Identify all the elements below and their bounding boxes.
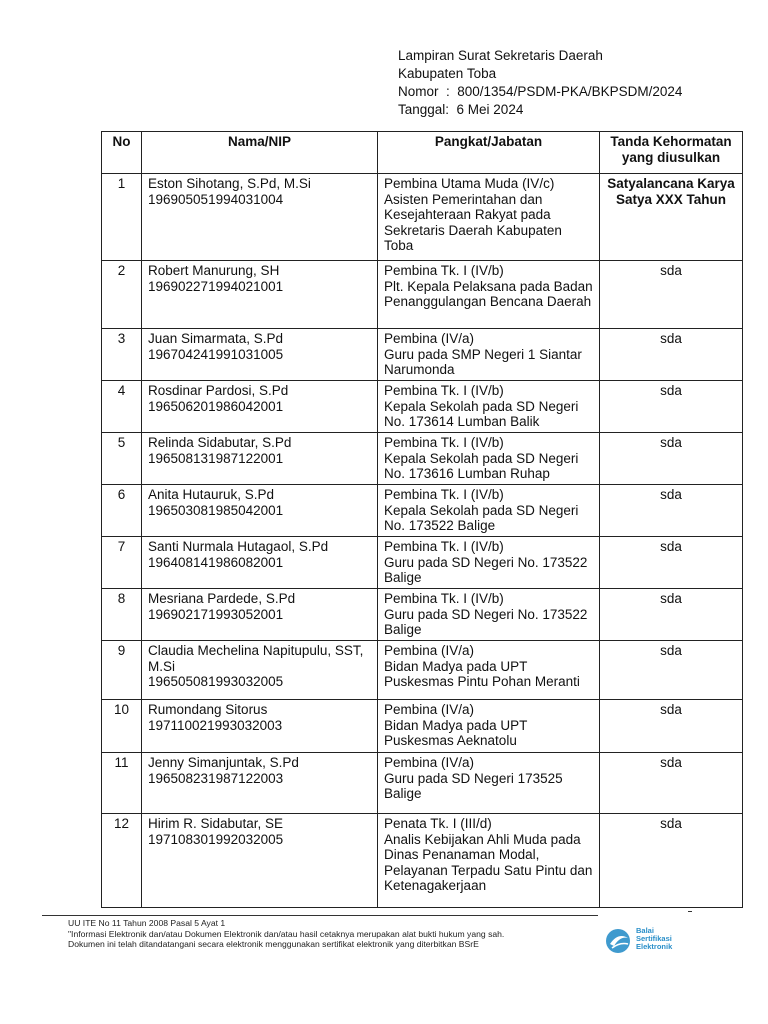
bsre-logo-line: Balai	[636, 926, 654, 935]
cell-tanda-kehormatan: Satyalancana Karya Satya XXX Tahun	[600, 174, 743, 261]
position: Plt. Kepala Pelaksana pada Badan Penanggulangan Bencana Daerah	[384, 278, 593, 310]
cell-no: 7	[102, 537, 142, 589]
cell-tanda-kehormatan: sda	[600, 485, 743, 537]
position: Bidan Madya pada UPT Puskesmas Aeknatolu	[384, 717, 528, 749]
footer-tick	[688, 911, 692, 912]
position: Kepala Sekolah pada SD Negeri No. 173614 Lumban Balik	[384, 398, 579, 430]
table-row	[102, 381, 743, 433]
table-row	[102, 433, 743, 485]
employee-name: Santi Nurmala Hutagaol, S.Pd	[148, 539, 329, 554]
position: Analis Kebijakan Ahli Muda pada Dinas Penanaman Modal, Pelayanan Terpadu Satu Pintu dan Ketenagakerjaan	[384, 831, 593, 894]
cell-nama-nip	[142, 381, 378, 433]
cell-nama-nip	[142, 261, 378, 329]
rank: Pembina Tk. I (IV/b)	[384, 263, 504, 278]
table-row	[102, 700, 743, 753]
cell-no: 2	[102, 261, 142, 329]
cell-tanda-kehormatan: sda	[600, 641, 743, 700]
cell-nama-nip	[142, 485, 378, 537]
employee-nip: 196905051994031004	[148, 191, 284, 207]
employee-nip: 196508231987122003	[148, 770, 284, 786]
table-row	[102, 814, 743, 908]
position: Bidan Madya pada UPT Puskesmas Pintu Pohan Meranti	[384, 658, 580, 690]
cell-pangkat-jabatan	[378, 641, 600, 700]
cell-tanda-kehormatan: sda	[600, 814, 743, 908]
cell-no: 10	[102, 700, 142, 753]
footer-divider	[42, 915, 598, 916]
rank: Pembina (IV/a)	[384, 643, 475, 658]
header-no: No	[102, 132, 142, 174]
employee-name: Claudia Mechelina Napitupulu, SST, M.Si	[148, 643, 364, 674]
cell-no: 1	[102, 174, 142, 261]
cell-nama-nip	[142, 174, 378, 261]
cell-pangkat-jabatan	[378, 589, 600, 641]
header-line-number: Nomor : 800/1354/PSDM-PKA/BKPSDM/2024	[398, 84, 683, 99]
table-row	[102, 485, 743, 537]
header-pangkat-jabatan: Pangkat/Jabatan	[378, 132, 600, 174]
cell-nama-nip	[142, 537, 378, 589]
rank: Pembina (IV/a)	[384, 755, 475, 770]
cell-nama-nip	[142, 433, 378, 485]
cell-tanda-kehormatan: sda	[600, 589, 743, 641]
table-row	[102, 329, 743, 381]
employee-nip: 196408141986082001	[148, 554, 284, 570]
cell-pangkat-jabatan	[378, 537, 600, 589]
cell-nama-nip	[142, 700, 378, 753]
employee-name: Mesriana Pardede, S.Pd	[148, 591, 296, 606]
position: Guru pada SD Negeri 173525 Balige	[384, 770, 563, 802]
cell-tanda-kehormatan: sda	[600, 700, 743, 753]
employee-nip: 196505081993032005	[148, 674, 284, 690]
letter-reference-header	[398, 47, 682, 119]
cell-no: 12	[102, 814, 142, 908]
employee-nip: 196506201986042001	[148, 398, 284, 414]
table-row	[102, 753, 743, 814]
employee-nip: 196503081985042001	[148, 502, 284, 518]
rank: Pembina Tk. I (IV/b)	[384, 383, 504, 398]
table-row	[102, 537, 743, 589]
employee-name: Robert Manurung, SH	[148, 263, 280, 278]
employee-name: Eston Sihotang, S.Pd, M.Si	[148, 176, 311, 191]
cell-no: 6	[102, 485, 142, 537]
employee-name: Rumondang Sitorus	[148, 702, 268, 717]
cell-tanda-kehormatan: sda	[600, 329, 743, 381]
cell-pangkat-jabatan	[378, 485, 600, 537]
rank: Penata Tk. I (III/d)	[384, 816, 492, 831]
rank: Pembina Tk. I (IV/b)	[384, 435, 504, 450]
footer-legal-note	[68, 918, 504, 950]
cell-pangkat-jabatan	[378, 700, 600, 753]
table-row	[102, 261, 743, 329]
cell-tanda-kehormatan: sda	[600, 753, 743, 814]
bsre-logo-line: Elektronik	[636, 942, 673, 951]
cell-pangkat-jabatan	[378, 814, 600, 908]
header-tanda-kehormatan: Tanda Kehormatan yang diusulkan	[600, 132, 743, 174]
footer-line-law: UU ITE No 11 Tahun 2008 Pasal 5 Ayat 1	[68, 918, 226, 928]
cell-nama-nip	[142, 814, 378, 908]
cell-no: 11	[102, 753, 142, 814]
cell-tanda-kehormatan: sda	[600, 381, 743, 433]
position: Guru pada SMP Negeri 1 Siantar Narumonda	[384, 346, 582, 378]
header-line-region: Kabupaten Toba	[398, 66, 497, 81]
employee-nip: 197110021993032003	[148, 717, 283, 733]
footer-line-info: "Informasi Elektronik dan/atau Dokumen Elektronik dan/atau hasil cetaknya merupakan alat bukti hukum yang sah.	[68, 928, 505, 939]
employee-name: Anita Hutauruk, S.Pd	[148, 487, 275, 502]
employee-name: Rosdinar Pardosi, S.Pd	[148, 383, 289, 398]
nominee-table	[101, 131, 743, 908]
header-line-title: Lampiran Surat Sekretaris Daerah	[398, 48, 603, 63]
employee-name: Jenny Simanjuntak, S.Pd	[148, 755, 299, 770]
position: Kepala Sekolah pada SD Negeri No. 173616 Lumban Ruhap	[384, 450, 579, 482]
position: Guru pada SD Negeri No. 173522 Balige	[384, 606, 588, 638]
cell-pangkat-jabatan	[378, 753, 600, 814]
table-row	[102, 641, 743, 700]
employee-name: Relinda Sidabutar, S.Pd	[148, 435, 292, 450]
employee-nip: 196508131987122001	[148, 450, 284, 466]
rank: Pembina (IV/a)	[384, 331, 475, 346]
cell-nama-nip	[142, 329, 378, 381]
employee-nip: 196902171993052001	[148, 606, 284, 622]
bsre-logo-line: Sertifikasi	[636, 934, 672, 943]
bsre-logo-text	[636, 927, 672, 951]
position: Asisten Pemerintahan dan Kesejahteraan Rakyat pada Sekretaris Daerah Kabupaten Toba	[384, 191, 562, 254]
cell-nama-nip	[142, 641, 378, 700]
header-nama-nip: Nama/NIP	[142, 132, 378, 174]
cell-pangkat-jabatan	[378, 261, 600, 329]
cell-pangkat-jabatan	[378, 381, 600, 433]
header-line-date: Tanggal: 6 Mei 2024	[398, 102, 524, 117]
cell-nama-nip	[142, 589, 378, 641]
footer-line-signature: Dokumen ini telah ditandatangani secara elektronik menggunakan sertifikat elektronik yang diterbitkan BSrE	[68, 939, 479, 949]
employee-nip: 196902271994021001	[148, 278, 284, 294]
employee-name: Hirim R. Sidabutar, SE	[148, 816, 284, 831]
cell-no: 3	[102, 329, 142, 381]
table-row	[102, 174, 743, 261]
employee-nip: 196704241991031005	[148, 346, 284, 362]
rank: Pembina Tk. I (IV/b)	[384, 539, 504, 554]
cell-pangkat-jabatan	[378, 433, 600, 485]
table-header-row	[102, 132, 743, 174]
rank: Pembina (IV/a)	[384, 702, 475, 717]
rank: Pembina Utama Muda (IV/c)	[384, 176, 555, 191]
position: Guru pada SD Negeri No. 173522 Balige	[384, 554, 588, 586]
employee-name: Juan Simarmata, S.Pd	[148, 331, 284, 346]
cell-no: 5	[102, 433, 142, 485]
cell-nama-nip	[142, 753, 378, 814]
cell-no: 4	[102, 381, 142, 433]
cell-pangkat-jabatan	[378, 174, 600, 261]
employee-nip: 197108301992032005	[148, 831, 284, 847]
cell-tanda-kehormatan: sda	[600, 261, 743, 329]
rank: Pembina Tk. I (IV/b)	[384, 591, 504, 606]
cell-no: 8	[102, 589, 142, 641]
table-row	[102, 589, 743, 641]
cell-tanda-kehormatan: sda	[600, 537, 743, 589]
position: Kepala Sekolah pada SD Negeri No. 173522 Balige	[384, 502, 579, 534]
cell-no: 9	[102, 641, 142, 700]
rank: Pembina Tk. I (IV/b)	[384, 487, 504, 502]
cell-tanda-kehormatan: sda	[600, 433, 743, 485]
cell-pangkat-jabatan	[378, 329, 600, 381]
